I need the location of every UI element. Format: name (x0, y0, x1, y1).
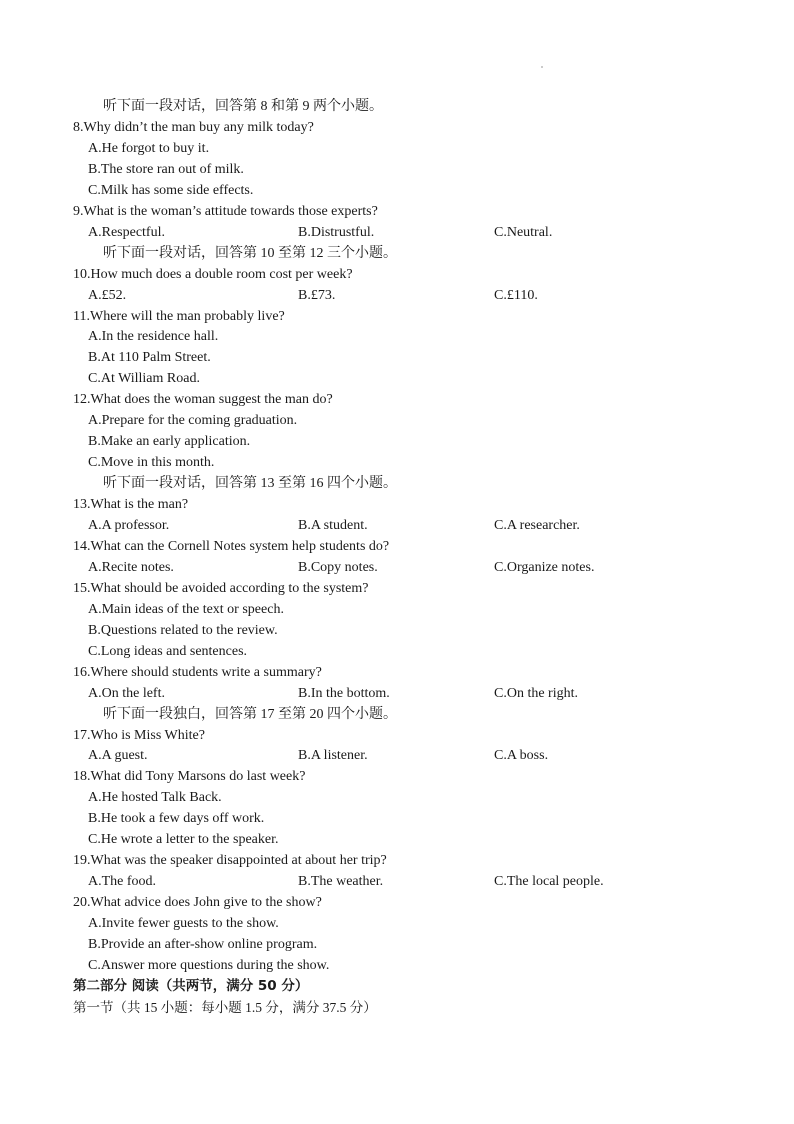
section-instruction: 听下面一段对话，回答第 10 至第 12 三个小题。 (103, 245, 397, 261)
part-heading: 第二部分 阅读（共两节，满分 50 分） (73, 977, 309, 994)
question-stem: 19.What was the speaker disappointed at about her trip? (73, 853, 387, 869)
answer-option: C.Move in this month. (88, 455, 215, 471)
answer-option: C.Neutral. (494, 224, 553, 240)
answer-option: A.In the residence hall. (88, 329, 219, 345)
section-instruction: 听下面一段独白，回答第 17 至第 20 四个小题。 (103, 706, 397, 722)
answer-option: C.Organize notes. (494, 559, 595, 575)
question-stem: 10.How much does a double room cost per week? (73, 266, 353, 282)
answer-option: A.The food. (88, 874, 157, 890)
answer-option: B.A listener. (298, 748, 368, 764)
answer-option: B.Make an early application. (88, 434, 251, 450)
answer-option: B.£73. (298, 287, 336, 303)
answer-option: A.Main ideas of the text or speech. (88, 601, 284, 617)
answer-option: C.A boss. (494, 748, 549, 764)
answer-option: C.Long ideas and sentences. (88, 643, 248, 659)
answer-option: A.On the left. (88, 685, 165, 701)
answer-option: B.In the bottom. (298, 685, 390, 701)
answer-option: B.A student. (298, 518, 368, 533)
answer-option: C.£110. (494, 287, 538, 303)
answer-option: B.Questions related to the review. (88, 622, 278, 638)
answer-option: A.A professor. (88, 518, 170, 533)
answer-option: C.Milk has some side effects. (88, 182, 254, 198)
subsection-heading: 第一节（共 15 小题：每小题 1.5 分，满分 37.5 分） (73, 999, 377, 1015)
answer-option: A.Respectful. (88, 224, 165, 240)
answer-option: C.Answer more questions during the show. (88, 957, 330, 973)
question-stem: 12.What does the woman suggest the man do? (73, 392, 333, 408)
answer-option: B.The store ran out of milk. (88, 161, 244, 177)
question-stem: 9.What is the woman’s attitude towards those experts? (73, 203, 378, 219)
question-stem: 17.Who is Miss White? (73, 727, 205, 743)
question-stem: 16.Where should students write a summary? (73, 664, 322, 680)
question-stem: 18.What did Tony Marsons do last week? (73, 769, 306, 785)
answer-option: C.A researcher. (494, 518, 580, 533)
question-stem: 15.What should be avoided according to the system? (73, 580, 369, 596)
question-stem: 14.What can the Cornell Notes system help students do? (73, 538, 390, 554)
answer-option: C.On the right. (494, 685, 578, 701)
section-instruction: 听下面一段对话，回答第 8 和第 9 两个小题。 (103, 99, 383, 114)
answer-option: B.Provide an after-show online program. (88, 937, 318, 952)
question-stem: 13.What is the man? (73, 497, 189, 513)
answer-option: B.The weather. (298, 874, 384, 890)
answer-option: C.He wrote a letter to the speaker. (88, 832, 279, 848)
answer-option: B.Copy notes. (298, 559, 378, 575)
answer-option: A.Invite fewer guests to the show. (88, 916, 279, 932)
answer-option: C.The local people. (494, 874, 604, 890)
answer-option: A.Recite notes. (88, 559, 174, 575)
scan-speck (541, 66, 543, 68)
question-stem: 20.What advice does John give to the show? (73, 895, 322, 911)
answer-option: B.At 110 Palm Street. (88, 350, 211, 366)
answer-option: B.Distrustful. (298, 224, 375, 240)
answer-option: B.He took a few days off work. (88, 811, 265, 827)
answer-option: A.He hosted Talk Back. (88, 790, 222, 806)
question-stem: 8.Why didn’t the man buy any milk today? (73, 119, 314, 135)
answer-option: A.He forgot to buy it. (88, 140, 210, 156)
answer-option: A.£52. (88, 287, 127, 303)
answer-option: A.A guest. (88, 748, 148, 764)
answer-option: C.At William Road. (88, 371, 200, 387)
answer-option: A.Prepare for the coming graduation. (88, 413, 298, 429)
question-stem: 11.Where will the man probably live? (73, 308, 285, 324)
section-instruction: 听下面一段对话，回答第 13 至第 16 四个小题。 (103, 476, 397, 492)
